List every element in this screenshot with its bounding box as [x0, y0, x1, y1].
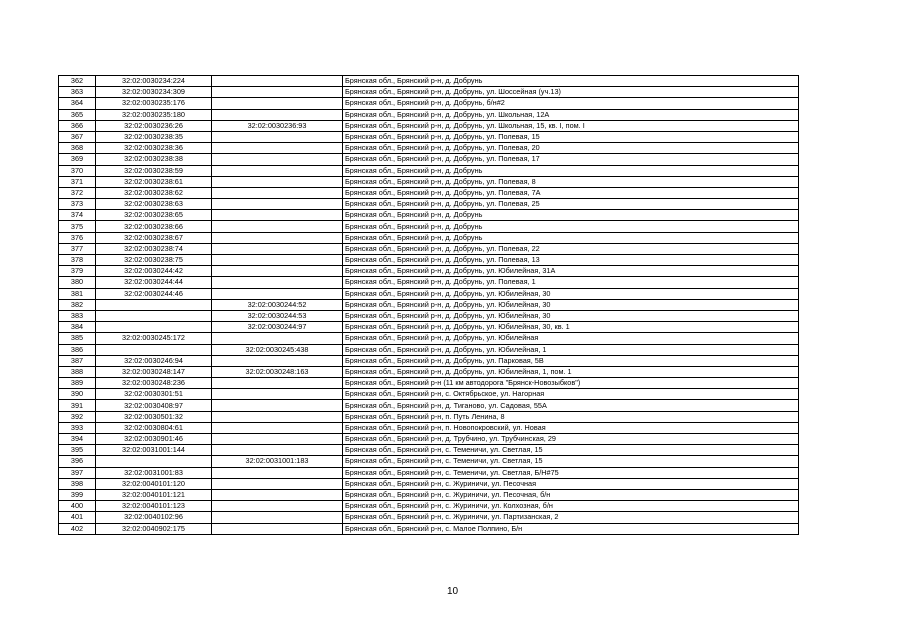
address-cell: Брянская обл., Брянский р-н, с. Малое Полпино, Б/н	[343, 523, 799, 534]
table-row	[59, 76, 799, 87]
secondary-cadastral-number-cell	[212, 187, 343, 198]
cadastral-number-cell: 32:02:0040101:123	[96, 501, 212, 512]
secondary-cadastral-number-cell	[212, 232, 343, 243]
table-row	[59, 389, 799, 400]
table-row	[59, 165, 799, 176]
cadastral-number-cell: 32:02:0040101:120	[96, 478, 212, 489]
cadastral-number-cell: 32:02:0030238:61	[96, 176, 212, 187]
row-number-cell: 393	[59, 422, 96, 433]
row-number-cell: 372	[59, 187, 96, 198]
row-number-cell: 379	[59, 266, 96, 277]
cadastral-number-cell: 32:02:0030244:46	[96, 288, 212, 299]
address-cell: Брянская обл., Брянский р-н, с. Теменичи, ул. Светлая, Б/Н#75	[343, 467, 799, 478]
address-cell: Брянская обл., Брянский р-н, д. Добрунь, ул. Юбилейная, 30, кв. 1	[343, 322, 799, 333]
table-row	[59, 523, 799, 534]
address-cell: Брянская обл., Брянский р-н, д. Добрунь, ул. Полевая, 25	[343, 199, 799, 210]
address-cell: Брянская обл., Брянский р-н, с. Журиничи, ул. Партизанская, 2	[343, 512, 799, 523]
row-number-cell: 389	[59, 378, 96, 389]
row-number-cell: 401	[59, 512, 96, 523]
cadastral-number-cell: 32:02:0031001:144	[96, 445, 212, 456]
cadastral-number-cell: 32:02:0030238:75	[96, 255, 212, 266]
address-cell: Брянская обл., Брянский р-н, д. Добрунь, ул. Полевая, 7А	[343, 187, 799, 198]
address-cell: Брянская обл., Брянский р-н, д. Добрунь, ул. Школьная, 12А	[343, 109, 799, 120]
row-number-cell: 395	[59, 445, 96, 456]
cadastral-number-cell: 32:02:0030235:180	[96, 109, 212, 120]
secondary-cadastral-number-cell	[212, 165, 343, 176]
address-cell: Брянская обл., Брянский р-н, д. Добрунь, ул. Полевая, 13	[343, 255, 799, 266]
secondary-cadastral-number-cell	[212, 378, 343, 389]
address-cell: Брянская обл., Брянский р-н, д. Добрунь	[343, 221, 799, 232]
table-row	[59, 210, 799, 221]
cadastral-number-cell: 32:02:0030248:147	[96, 366, 212, 377]
row-number-cell: 373	[59, 199, 96, 210]
row-number-cell: 369	[59, 154, 96, 165]
secondary-cadastral-number-cell	[212, 467, 343, 478]
row-number-cell: 375	[59, 221, 96, 232]
table-row	[59, 299, 799, 310]
address-cell: Брянская обл., Брянский р-н, д. Добрунь, ул. Полевая, 20	[343, 143, 799, 154]
secondary-cadastral-number-cell	[212, 131, 343, 142]
row-number-cell: 378	[59, 255, 96, 266]
row-number-cell: 399	[59, 489, 96, 500]
secondary-cadastral-number-cell: 32:02:0030236:93	[212, 120, 343, 131]
cadastral-number-cell: 32:02:0031001:83	[96, 467, 212, 478]
table-row	[59, 512, 799, 523]
secondary-cadastral-number-cell	[212, 288, 343, 299]
address-cell: Брянская обл., Брянский р-н, д. Добрунь, ул. Шоссейная (уч.13)	[343, 87, 799, 98]
address-cell: Брянская обл., Брянский р-н, д. Добрунь	[343, 165, 799, 176]
table-row	[59, 501, 799, 512]
address-cell: Брянская обл., Брянский р-н, д. Добрунь, ул. Полевая, 8	[343, 176, 799, 187]
row-number-cell: 377	[59, 243, 96, 254]
row-number-cell: 396	[59, 456, 96, 467]
table-row	[59, 87, 799, 98]
row-number-cell: 367	[59, 131, 96, 142]
cadastral-number-cell	[96, 322, 212, 333]
row-number-cell: 392	[59, 411, 96, 422]
row-number-cell: 364	[59, 98, 96, 109]
secondary-cadastral-number-cell: 32:02:0030248:163	[212, 366, 343, 377]
table-row	[59, 422, 799, 433]
secondary-cadastral-number-cell	[212, 243, 343, 254]
secondary-cadastral-number-cell	[212, 523, 343, 534]
row-number-cell: 368	[59, 143, 96, 154]
table-row	[59, 243, 799, 254]
address-cell: Брянская обл., Брянский р-н, д. Добрунь, ул. Полевая, 17	[343, 154, 799, 165]
secondary-cadastral-number-cell	[212, 445, 343, 456]
address-cell: Брянская обл., Брянский р-н, с. Октябрьское, ул. Нагорная	[343, 389, 799, 400]
address-cell: Брянская обл., Брянский р-н, с. Теменичи, ул. Светлая, 15	[343, 445, 799, 456]
secondary-cadastral-number-cell: 32:02:0030244:97	[212, 322, 343, 333]
row-number-cell: 363	[59, 87, 96, 98]
row-number-cell: 371	[59, 176, 96, 187]
secondary-cadastral-number-cell: 32:02:0030244:52	[212, 299, 343, 310]
table-row	[59, 199, 799, 210]
table-row	[59, 478, 799, 489]
table-row	[59, 489, 799, 500]
row-number-cell: 365	[59, 109, 96, 120]
cadastral-number-cell: 32:02:0030246:94	[96, 355, 212, 366]
address-cell: Брянская обл., Брянский р-н, д. Добрунь	[343, 232, 799, 243]
secondary-cadastral-number-cell	[212, 210, 343, 221]
secondary-cadastral-number-cell	[212, 76, 343, 87]
cadastral-number-cell: 32:02:0040101:121	[96, 489, 212, 500]
secondary-cadastral-number-cell	[212, 501, 343, 512]
row-number-cell: 400	[59, 501, 96, 512]
address-cell: Брянская обл., Брянский р-н, с. Журиничи, ул. Песочная	[343, 478, 799, 489]
secondary-cadastral-number-cell	[212, 176, 343, 187]
table-row	[59, 131, 799, 142]
row-number-cell: 385	[59, 333, 96, 344]
cadastral-number-cell	[96, 310, 212, 321]
secondary-cadastral-number-cell	[212, 400, 343, 411]
address-cell: Брянская обл., Брянский р-н, п. Путь Ленина, 8	[343, 411, 799, 422]
row-number-cell: 382	[59, 299, 96, 310]
cadastral-number-cell: 32:02:0030238:65	[96, 210, 212, 221]
table-row	[59, 109, 799, 120]
secondary-cadastral-number-cell: 32:02:0031001:183	[212, 456, 343, 467]
address-cell: Брянская обл., Брянский р-н (11 км автодорога "Брянск-Новозыбков")	[343, 378, 799, 389]
row-number-cell: 380	[59, 277, 96, 288]
row-number-cell: 394	[59, 434, 96, 445]
address-cell: Брянская обл., Брянский р-н, д. Добрунь, ул. Юбилейная, 31А	[343, 266, 799, 277]
secondary-cadastral-number-cell	[212, 277, 343, 288]
address-cell: Брянская обл., Брянский р-н, с. Журиничи, ул. Песочная, б/н	[343, 489, 799, 500]
table-row	[59, 232, 799, 243]
cadastral-number-cell: 32:02:0030238:66	[96, 221, 212, 232]
row-number-cell: 397	[59, 467, 96, 478]
table-row	[59, 333, 799, 344]
secondary-cadastral-number-cell	[212, 87, 343, 98]
secondary-cadastral-number-cell	[212, 221, 343, 232]
table-row	[59, 255, 799, 266]
secondary-cadastral-number-cell	[212, 422, 343, 433]
cadastral-number-cell: 32:02:0030501:32	[96, 411, 212, 422]
secondary-cadastral-number-cell	[212, 333, 343, 344]
table-row	[59, 266, 799, 277]
secondary-cadastral-number-cell: 32:02:0030245:438	[212, 344, 343, 355]
secondary-cadastral-number-cell: 32:02:0030244:53	[212, 310, 343, 321]
secondary-cadastral-number-cell	[212, 98, 343, 109]
table-row	[59, 467, 799, 478]
page-number: 10	[446, 586, 459, 597]
cadastral-number-cell: 32:02:0030301:51	[96, 389, 212, 400]
cadastral-number-cell: 32:02:0030238:62	[96, 187, 212, 198]
address-cell: Брянская обл., Брянский р-н, с. Журиничи, ул. Колхозная, б/н	[343, 501, 799, 512]
row-number-cell: 381	[59, 288, 96, 299]
cadastral-number-cell	[96, 299, 212, 310]
address-cell: Брянская обл., Брянский р-н, д. Добрунь, ул. Школьная, 15, кв. I, пом. I	[343, 120, 799, 131]
address-cell: Брянская обл., Брянский р-н, д. Добрунь, ул. Юбилейная, 1	[343, 344, 799, 355]
table-row	[59, 378, 799, 389]
row-number-cell: 366	[59, 120, 96, 131]
cadastral-number-cell: 32:02:0030901:46	[96, 434, 212, 445]
table-row	[59, 344, 799, 355]
address-cell: Брянская обл., Брянский р-н, д. Добрунь	[343, 76, 799, 87]
address-cell: Брянская обл., Брянский р-н, д. Добрунь, б/н#2	[343, 98, 799, 109]
secondary-cadastral-number-cell	[212, 478, 343, 489]
row-number-cell: 386	[59, 344, 96, 355]
cadastral-number-cell: 32:02:0030238:74	[96, 243, 212, 254]
row-number-cell: 388	[59, 366, 96, 377]
row-number-cell: 376	[59, 232, 96, 243]
secondary-cadastral-number-cell	[212, 255, 343, 266]
table-row	[59, 288, 799, 299]
table-row	[59, 154, 799, 165]
row-number-cell: 387	[59, 355, 96, 366]
table-row	[59, 310, 799, 321]
cadastral-number-cell: 32:02:0030244:42	[96, 266, 212, 277]
address-cell: Брянская обл., Брянский р-н, д. Добрунь, ул. Полевая, 22	[343, 243, 799, 254]
secondary-cadastral-number-cell	[212, 434, 343, 445]
address-cell: Брянская обл., Брянский р-н, д. Добрунь, ул. Парковая, 5В	[343, 355, 799, 366]
table-row	[59, 143, 799, 154]
cadastral-number-cell: 32:02:0030408:97	[96, 400, 212, 411]
address-cell: Брянская обл., Брянский р-н, д. Добрунь, ул. Полевая, 1	[343, 277, 799, 288]
cadastral-number-cell: 32:02:0040102:96	[96, 512, 212, 523]
cadastral-number-cell: 32:02:0030236:26	[96, 120, 212, 131]
address-cell: Брянская обл., Брянский р-н, п. Новопокровский, ул. Новая	[343, 422, 799, 433]
address-cell: Брянская обл., Брянский р-н, д. Добрунь, ул. Юбилейная, 1, пом. 1	[343, 366, 799, 377]
address-cell: Брянская обл., Брянский р-н, д. Добрунь, ул. Полевая, 15	[343, 131, 799, 142]
cadastral-number-cell: 32:02:0030238:35	[96, 131, 212, 142]
row-number-cell: 370	[59, 165, 96, 176]
table-row	[59, 411, 799, 422]
secondary-cadastral-number-cell	[212, 154, 343, 165]
secondary-cadastral-number-cell	[212, 512, 343, 523]
table-row	[59, 221, 799, 232]
row-number-cell: 390	[59, 389, 96, 400]
table-row	[59, 400, 799, 411]
secondary-cadastral-number-cell	[212, 389, 343, 400]
cadastral-number-cell: 32:02:0030804:61	[96, 422, 212, 433]
address-cell: Брянская обл., Брянский р-н, д. Добрунь, ул. Юбилейная	[343, 333, 799, 344]
secondary-cadastral-number-cell	[212, 355, 343, 366]
address-cell: Брянская обл., Брянский р-н, д. Добрунь, ул. Юбилейная, 30	[343, 310, 799, 321]
table-row	[59, 277, 799, 288]
cadastral-number-cell: 32:02:0030235:176	[96, 98, 212, 109]
row-number-cell: 402	[59, 523, 96, 534]
table-row	[59, 98, 799, 109]
cadastral-number-cell: 32:02:0030238:67	[96, 232, 212, 243]
address-cell: Брянская обл., Брянский р-н, д. Добрунь, ул. Юбилейная, 30	[343, 299, 799, 310]
address-cell: Брянская обл., Брянский р-н, д. Добрунь	[343, 210, 799, 221]
table-row	[59, 456, 799, 467]
table-row	[59, 176, 799, 187]
cadastral-number-cell	[96, 456, 212, 467]
table-row	[59, 355, 799, 366]
row-number-cell: 391	[59, 400, 96, 411]
address-cell: Брянская обл., Брянский р-н, с. Теменичи, ул. Светлая, 15	[343, 456, 799, 467]
register-table	[58, 75, 799, 535]
secondary-cadastral-number-cell	[212, 489, 343, 500]
address-cell: Брянская обл., Брянский р-н, д. Тиганово, ул. Садовая, 55А	[343, 400, 799, 411]
cadastral-number-cell	[96, 344, 212, 355]
cadastral-number-cell: 32:02:0030238:63	[96, 199, 212, 210]
cadastral-number-cell: 32:02:0030238:38	[96, 154, 212, 165]
row-number-cell: 362	[59, 76, 96, 87]
table-row	[59, 445, 799, 456]
cadastral-number-cell: 32:02:0030234:309	[96, 87, 212, 98]
cadastral-number-cell: 32:02:0030248:236	[96, 378, 212, 389]
address-cell: Брянская обл., Брянский р-н, д. Добрунь, ул. Юбилейная, 30	[343, 288, 799, 299]
table-row	[59, 120, 799, 131]
cadastral-number-cell: 32:02:0030238:36	[96, 143, 212, 154]
secondary-cadastral-number-cell	[212, 411, 343, 422]
row-number-cell: 374	[59, 210, 96, 221]
register-table-body	[59, 76, 799, 535]
row-number-cell: 384	[59, 322, 96, 333]
cadastral-number-cell: 32:02:0030234:224	[96, 76, 212, 87]
table-row	[59, 434, 799, 445]
secondary-cadastral-number-cell	[212, 109, 343, 120]
cadastral-number-cell: 32:02:0030244:44	[96, 277, 212, 288]
table-row	[59, 187, 799, 198]
address-cell: Брянская обл., Брянский р-н, д. Трубчино, ул. Трубчинская, 29	[343, 434, 799, 445]
table-row	[59, 366, 799, 377]
cadastral-number-cell: 32:02:0040902:175	[96, 523, 212, 534]
row-number-cell: 383	[59, 310, 96, 321]
secondary-cadastral-number-cell	[212, 143, 343, 154]
table-row	[59, 322, 799, 333]
secondary-cadastral-number-cell	[212, 199, 343, 210]
cadastral-number-cell: 32:02:0030238:59	[96, 165, 212, 176]
cadastral-number-cell: 32:02:0030245:172	[96, 333, 212, 344]
row-number-cell: 398	[59, 478, 96, 489]
secondary-cadastral-number-cell	[212, 266, 343, 277]
